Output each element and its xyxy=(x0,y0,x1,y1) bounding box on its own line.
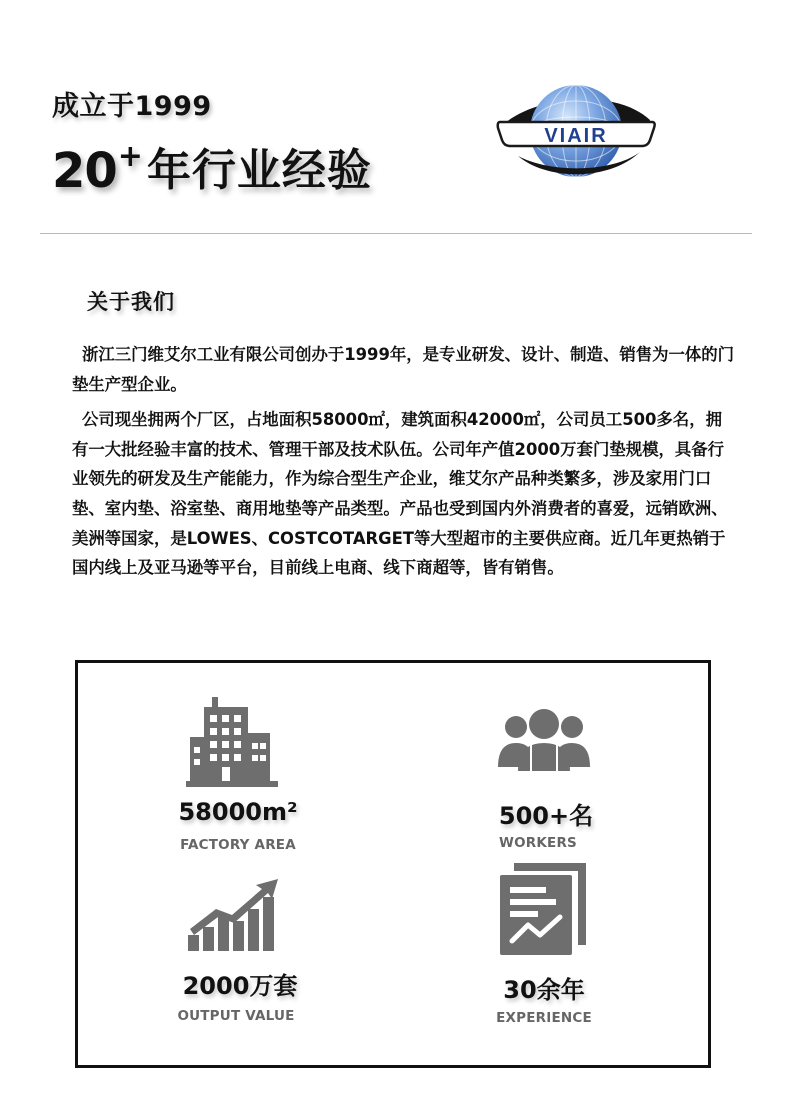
people-group-icon xyxy=(498,707,590,773)
experience-years-text: 年行业经验 xyxy=(146,145,372,196)
stat-value-experience: 30余年 xyxy=(503,976,585,1004)
about-us-body xyxy=(72,340,737,583)
about-paragraph: 浙江三门维艾尔工业有限公司创办于1999年，是专业研发、设计、制造、销售为一体的门垫生产型企业。 xyxy=(72,345,735,394)
experience-heading xyxy=(52,140,372,202)
page-header xyxy=(0,0,790,234)
stat-label-experience: EXPERIENCE xyxy=(496,1010,592,1026)
globe-logo-icon xyxy=(496,76,656,186)
about-us-title: 关于我们 xyxy=(87,290,175,314)
stat-value-factory-area: 58000m² xyxy=(178,798,298,826)
stat-value-workers: 500+名 xyxy=(498,802,594,830)
stat-label-factory-area: FACTORY AREA xyxy=(180,837,296,853)
growth-chart-icon xyxy=(188,879,280,955)
stat-value-output: 2000万套 xyxy=(182,972,298,1000)
building-icon xyxy=(186,697,278,789)
section-divider xyxy=(40,233,752,234)
document-chart-icon xyxy=(500,863,586,957)
stat-label-workers: WORKERS xyxy=(499,835,577,851)
company-stats-panel xyxy=(75,660,711,1068)
experience-plus-sign: + xyxy=(117,139,143,174)
logo-text: VIAIR xyxy=(544,125,608,147)
founded-year-heading: 成立于1999 xyxy=(52,91,212,122)
stat-label-output: OUTPUT VALUE xyxy=(177,1008,295,1024)
about-paragraph: 公司现坐拥两个厂区，占地面积58000㎡，建筑面积42000㎡，公司员工500多名，拥有一大批经验丰富的技术、管理干部及技术队伍。公司年产值2000万套门垫规模，具备行业领先的研发及生产能能力，作为综合型生产企业，维艾尔产品种类繁多，涉及家用门口垫、室内垫、浴室垫、商用地垫等产品类型。产品也受到国内外消费者的喜爱，远销欧洲、美洲等国家，是LOWES、COSTCOTARGET等大型超市的主要供应商。近几年更热销于国内线上及亚马逊等平台，目前线上电商、线下商超等，皆有销售。 xyxy=(72,410,728,578)
experience-years-number: 20 xyxy=(52,143,117,199)
